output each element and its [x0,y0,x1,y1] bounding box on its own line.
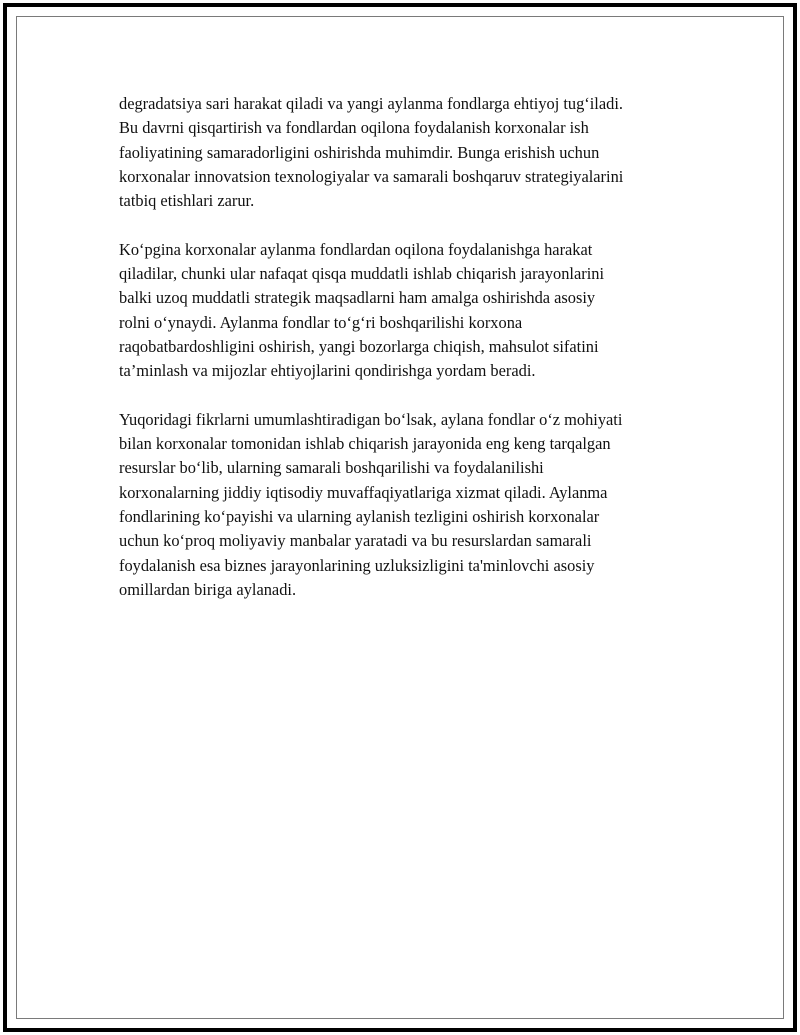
document-body [119,92,699,627]
paragraph-1: degradatsiya sari harakat qiladi va yangi aylanma fondlarga ehtiyoj tug‘iladi. Bu davrni qisqartirish va fondlardan oqilona foydalanish korxonalar ish faoliyatining samaradorligini oshirishda muhimdir. Bunga erishish uchun korxonalar innovatsion texnologiyalar va samarali boshqaruv strategiyalarini tatbiq etishlari zarur. [119,94,624,211]
paragraph-3: Yuqoridagi fikrlarni umumlashtiradigan bo‘lsak, aylana fondlar o‘z mohiyati bilan korxonalar tomonidan ishlab chiqarish jarayonida eng keng tarqalgan resurslar bo‘lib, ularning samarali boshqarilishi va foydalanilishi korxonalarning jiddiy iqtisodiy muvaffaqiyatlariga xizmat qiladi. Aylanma fondlarining ko‘payishi va ularning aylanish tezligini oshirish korxonalar uchun ko‘proq moliyaviy manbalar yaratadi va bu resurslardan samarali foydalanish esa biznes jarayonlarining uzluksizligini ta'minlovchi asosiy omillardan biriga aylanadi. [119,409,623,599]
paragraph-2: Ko‘pgina korxonalar aylanma fondlardan oqilona foydalanishga harakat qiladilar, chunki ular nafaqat qisqa muddatli ishlab chiqarish jarayonlarini balki uzoq muddatli strategik maqsadlarni ham amalga oshirishda asosiy rolni o‘ynaydi. Aylanma fondlar to‘g‘ri boshqarilishi korxona raqobatbardoshligini oshirish, yangi bozorlarga chiqish, mahsulot sifatini ta’minlash va mijozlar ehtiyojlarini qondirishga yordam beradi. [119,239,604,381]
